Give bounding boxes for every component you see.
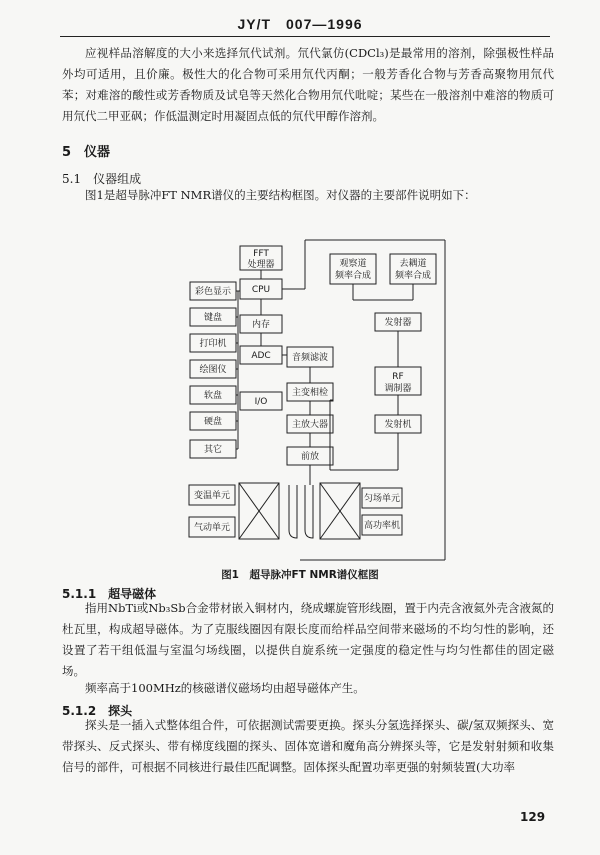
paragraph-probe: 探头是一插入式整体组合件，可依据测试需要更换。探头分氢选择探头、碳/氢双频探头、宽带探头、反式探头、带有梯度线圈的探头、固体宽谱和魔角高分辨探头等，它是发射射频和收集信号的部件，可根据不同核进行最佳匹配调整。固体探头配置功率更强的射频装置(大功率 [62, 718, 554, 774]
memory-label: 内存 [251, 320, 271, 330]
paragraph-solvent: 应视样品溶解度的大小来选择氘代试剂。氘代氯仿(CDCl₃)是最常用的溶剂，除强极性样品外均可适用，且价廉。极性大的化合物可采用氘代丙酮；一般芳香化合物与芳香高聚物用氘代苯；对难溶的酸性或芳香物质及试皂等天然化合物用氘代吡啶；某些在一般溶剂中难溶的物质可用氘代二甲亚砜；作低温测定时用凝固点低的氘代甲醇作溶剂。 [62, 46, 554, 123]
transmitter-ctl-label: 发射器 [384, 318, 412, 328]
lock-synth-label-1: 去耦道 [399, 259, 427, 269]
figure-caption: 图1 超导脉冲FT NMR谱仪框图 [221, 569, 379, 581]
section-heading-5-1-2: 5.1.2 探头 [62, 704, 133, 718]
transmitter-label: 发射机 [384, 420, 412, 430]
io-label: I/O [254, 397, 268, 407]
section-heading-5: 5 仪器 [62, 145, 111, 160]
page-header: JY/T 007—1996 [237, 16, 363, 32]
section-heading-5-1-1: 5.1.1 超导磁体 [62, 587, 157, 601]
paragraph-frequency: 频率高于100MHz的核磁谱仪磁场均由超导磁体产生。 [85, 681, 365, 695]
fft-sub-label: 处理器 [247, 260, 275, 270]
printer-label: 打印机 [199, 339, 227, 349]
keyboard-label: 键盘 [203, 313, 223, 323]
demod-label: 主变相检 [291, 388, 329, 398]
obs-synth-label-1: 观察道 [339, 259, 367, 269]
paragraph-figure-intro: 图1是超导脉冲FT NMR谱仪的主要结构框图。对仪器的主要部件说明如下： [85, 188, 476, 202]
adc-label: ADC [251, 351, 271, 361]
page-number: 129 [520, 810, 546, 824]
disk-label: 软盘 [203, 391, 223, 401]
spin-unit-label: 高功率机 [363, 521, 401, 531]
hard-disk-label: 硬盘 [203, 417, 223, 427]
obs-synth-label-2: 频率合成 [334, 271, 372, 281]
preamp-label: 前放 [300, 452, 320, 462]
cryo-unit-label: 气动单元 [193, 523, 231, 533]
paragraph-magnet: 指用NbTi或Nb₃Sb合金带材嵌入铜材内，绕成螺旋管形线圈，置于内壳含液氦外壳含液氮的杜瓦里，构成超导磁体。为了克服线圈因有限长度而给样品空间带来磁场的不均匀性的影响，还设置了若干组低温与室温匀场线圈，以提供自旋系统一定强度的稳定性与均匀性都佳的固定磁场。 [62, 601, 554, 678]
color-display-label: 彩色显示 [194, 287, 232, 297]
temp-unit-label: 变温单元 [193, 491, 231, 501]
rf-label-2: 调制器 [384, 384, 412, 394]
lock-synth-label-2: 频率合成 [394, 271, 432, 281]
other-label: 其它 [203, 445, 223, 455]
shim-unit-label: 匀场单元 [363, 494, 401, 504]
cpu-label: CPU [251, 285, 271, 295]
main-amp-label: 主放大器 [291, 420, 329, 430]
rf-label-1: RF [392, 372, 404, 382]
audio-filter-label: 音频滤波 [291, 353, 329, 363]
plotter-label: 绘图仪 [199, 365, 227, 375]
section-heading-5-1: 5.1 仪器组成 [62, 172, 142, 186]
fft-label: FFT [253, 249, 269, 259]
